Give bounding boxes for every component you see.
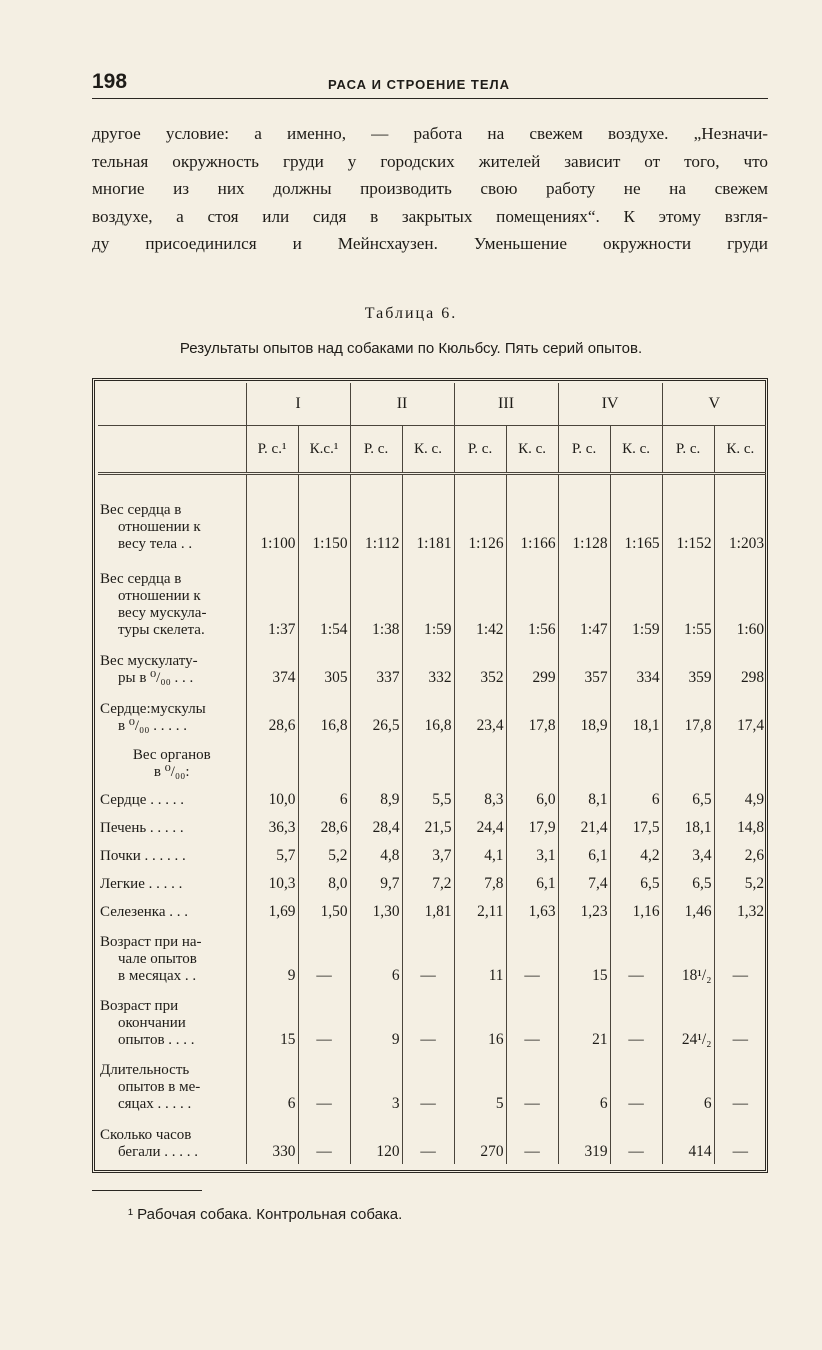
series-header: II: [350, 383, 454, 426]
column-subheader: К.с.¹: [298, 426, 350, 474]
table-cell: 14,8: [714, 812, 766, 840]
row-label-line: Сердце . . . . .: [100, 791, 184, 808]
table-cell: —: [610, 988, 662, 1052]
table-cell: 7,2: [402, 868, 454, 896]
table-cell: [662, 738, 714, 784]
table-cell: —: [402, 988, 454, 1052]
column-subheader: Р. с.: [558, 426, 610, 474]
table-cell: 374: [246, 642, 298, 690]
table-cell: 9,7: [350, 868, 402, 896]
table-cell: [558, 738, 610, 784]
table-row: [98, 556, 766, 642]
column-subheader: К. с.: [714, 426, 766, 474]
table-row: [98, 988, 766, 1052]
table-cell: 1:59: [402, 556, 454, 642]
table-cell: 359: [662, 642, 714, 690]
table-cell: 1:203: [714, 474, 766, 556]
table-cell: 414: [662, 1116, 714, 1164]
body-line: многие из них должны производить свою работу не на свежем: [92, 179, 768, 199]
column-subheader: Р. с.¹: [246, 426, 298, 474]
running-title: РАСА И СТРОЕНИЕ ТЕЛА: [328, 77, 511, 92]
table-row: [98, 784, 766, 812]
table-cell: [454, 738, 506, 784]
table-cell: 7,8: [454, 868, 506, 896]
table-cell: 9: [350, 988, 402, 1052]
table-cell: 1:126: [454, 474, 506, 556]
table-cell: 3: [350, 1052, 402, 1116]
row-label-line: Вес органов: [132, 746, 211, 763]
table-cell: 337: [350, 642, 402, 690]
table-cell: 120: [350, 1116, 402, 1164]
table-cell: [506, 738, 558, 784]
row-label: [98, 556, 246, 642]
table-cell: 1:38: [350, 556, 402, 642]
column-subheader: К. с.: [402, 426, 454, 474]
table-cell: 11: [454, 924, 506, 988]
table-cell: —: [298, 1116, 350, 1164]
table-cell: [246, 738, 298, 784]
table-cell: 5: [454, 1052, 506, 1116]
table-cell: 5,7: [246, 840, 298, 868]
table-cell: [714, 738, 766, 784]
body-line: другое условие: а именно, — работа на свежем воздухе. „Незначи-: [92, 124, 768, 143]
column-subheader: Р. с.: [454, 426, 506, 474]
column-subheader: Р. с.: [662, 426, 714, 474]
page-header: [92, 70, 768, 99]
table-cell: 21,5: [402, 812, 454, 840]
table-cell: 5,5: [402, 784, 454, 812]
table-cell: 6: [350, 924, 402, 988]
table-cell: 1:150: [298, 474, 350, 556]
row-label-line: опытов в ме-: [118, 1078, 201, 1095]
table-row: [98, 738, 766, 784]
row-label: [98, 868, 246, 896]
table-cell: 15: [558, 924, 610, 988]
series-header: IV: [558, 383, 662, 426]
table-cell: 8,9: [350, 784, 402, 812]
row-label-line: Селезенка . . .: [100, 903, 189, 920]
row-label: [98, 690, 246, 738]
table-cell: —: [714, 1116, 766, 1164]
row-label-line: бегали . . . . .: [118, 1143, 199, 1160]
row-label-line: в ⁰/₀₀:: [153, 763, 190, 780]
stub-subheader: [98, 426, 246, 474]
table-cell: 16,8: [298, 690, 350, 738]
table-cell: —: [402, 924, 454, 988]
table-cell: 1,46: [662, 896, 714, 924]
table-cell: 6,5: [610, 868, 662, 896]
table-cell: 1:100: [246, 474, 298, 556]
row-label-line: отношении к: [118, 587, 201, 604]
table-cell: 4,9: [714, 784, 766, 812]
table-cell: —: [506, 1052, 558, 1116]
series-header-row: [98, 383, 766, 426]
table-cell: 28,6: [246, 690, 298, 738]
table-cell: —: [298, 988, 350, 1052]
table-cell: 6: [298, 784, 350, 812]
table-cell: 299: [506, 642, 558, 690]
table-cell: 6: [246, 1052, 298, 1116]
table-cell: 1:59: [610, 556, 662, 642]
series-header: V: [662, 383, 766, 426]
table-cell: 21,4: [558, 812, 610, 840]
table-cell: 1:54: [298, 556, 350, 642]
row-label-line: опытов . . . .: [118, 1031, 195, 1048]
table-cell: 1:181: [402, 474, 454, 556]
table-row: [98, 690, 766, 738]
table-cell: 1,32: [714, 896, 766, 924]
table-cell: 1,23: [558, 896, 610, 924]
page-number: 198: [92, 70, 128, 93]
table-cell: 28,6: [298, 812, 350, 840]
table-cell: 23,4: [454, 690, 506, 738]
table-cell: 10,0: [246, 784, 298, 812]
row-label: [98, 988, 246, 1052]
table-cell: 330: [246, 1116, 298, 1164]
table-cell: 17,4: [714, 690, 766, 738]
row-label: [98, 738, 246, 784]
row-label-line: весу мускула-: [118, 604, 207, 621]
table-cell: 6: [610, 784, 662, 812]
table-cell: 1,30: [350, 896, 402, 924]
table-cell: 1:55: [662, 556, 714, 642]
table-cell: —: [610, 1052, 662, 1116]
table-cell: 1,69: [246, 896, 298, 924]
row-label: [98, 1052, 246, 1116]
table-cell: 1,50: [298, 896, 350, 924]
table-cell: 6: [558, 1052, 610, 1116]
table-cell: 3,1: [506, 840, 558, 868]
table-cell: —: [714, 924, 766, 988]
row-label: [98, 474, 246, 556]
row-label-line: чале опытов: [118, 950, 197, 967]
row-label-line: в ⁰/₀₀ . . . . .: [118, 717, 187, 734]
table-cell: 1:37: [246, 556, 298, 642]
row-label: [98, 896, 246, 924]
table-cell: 1:56: [506, 556, 558, 642]
table-cell: 1,16: [610, 896, 662, 924]
body-line: воздухе, а стоя или сидя в закрытых помещениях“. К этому взгля-: [92, 206, 768, 226]
table-cell: 6,1: [558, 840, 610, 868]
table-cell: 18,1: [610, 690, 662, 738]
table-row: [98, 868, 766, 896]
table-cell: —: [714, 988, 766, 1052]
table-cell: 1:47: [558, 556, 610, 642]
table-cell: —: [402, 1052, 454, 1116]
table-cell: 1:166: [506, 474, 558, 556]
table-cell: 1:165: [610, 474, 662, 556]
table-row: [98, 840, 766, 868]
table-cell: 298: [714, 642, 766, 690]
row-label-line: Печень . . . . .: [100, 819, 184, 836]
table-cell: [610, 738, 662, 784]
series-header: III: [454, 383, 558, 426]
table-cell: 305: [298, 642, 350, 690]
table-cell: 10,3: [246, 868, 298, 896]
table-cell: 5,2: [298, 840, 350, 868]
table-cell: [298, 738, 350, 784]
table-cell: 4,1: [454, 840, 506, 868]
table-cell: —: [610, 924, 662, 988]
row-label-line: Возраст при на-: [100, 933, 202, 950]
table-cell: —: [506, 988, 558, 1052]
table-cell: 18,9: [558, 690, 610, 738]
table-cell: 4,8: [350, 840, 402, 868]
body-line: тельная окружность груди у городских жителей зависит от того, что: [92, 151, 768, 171]
table-cell: 319: [558, 1116, 610, 1164]
row-label-line: туры скелета.: [118, 621, 205, 638]
table-cell: 270: [454, 1116, 506, 1164]
row-label-line: Возраст при: [100, 997, 179, 1014]
table-cell: 4,2: [610, 840, 662, 868]
table-cell: —: [506, 1116, 558, 1164]
results-table: [98, 383, 766, 1164]
table-row: [98, 642, 766, 690]
table-cell: [402, 738, 454, 784]
table-cell: 28,4: [350, 812, 402, 840]
table-cell: 18,1: [662, 812, 714, 840]
footnote-rule: [92, 1190, 202, 1191]
row-label: [98, 642, 246, 690]
table-cell: 15: [246, 988, 298, 1052]
table-cell: [350, 738, 402, 784]
row-label: [98, 1116, 246, 1164]
table-cell: 17,8: [662, 690, 714, 738]
table-cell: —: [402, 1116, 454, 1164]
row-label: [98, 784, 246, 812]
table-row: [98, 1116, 766, 1164]
table-cell: 8,1: [558, 784, 610, 812]
table-cell: 332: [402, 642, 454, 690]
table-cell: 6,5: [662, 784, 714, 812]
table-cell: 2,11: [454, 896, 506, 924]
table-cell: 8,3: [454, 784, 506, 812]
row-label-line: Сколько часов: [100, 1126, 192, 1143]
column-subheader: Р. с.: [350, 426, 402, 474]
table-cell: 1:42: [454, 556, 506, 642]
row-label-line: Почки . . . . . .: [100, 847, 186, 864]
row-label-line: весу тела . .: [118, 535, 193, 552]
column-subheader: К. с.: [610, 426, 662, 474]
table-cell: —: [714, 1052, 766, 1116]
body-line: ду присоединился и Мейнсхаузен. Уменьшение окружности груди: [92, 234, 768, 254]
table-cell: 6,1: [506, 868, 558, 896]
table-cell: 36,3: [246, 812, 298, 840]
row-label-line: отношении к: [118, 518, 201, 535]
table-cell: 1:60: [714, 556, 766, 642]
series-header: I: [246, 383, 350, 426]
table-cell: 24¹/₂: [662, 988, 714, 1052]
table-cell: 17,9: [506, 812, 558, 840]
row-label: [98, 812, 246, 840]
row-label: [98, 924, 246, 988]
table-cell: 24,4: [454, 812, 506, 840]
table-cell: 16,8: [402, 690, 454, 738]
table-caption: Результаты опытов над собаками по Кюльбсу. Пять серий опытов.: [179, 340, 643, 357]
table-cell: 6,0: [506, 784, 558, 812]
row-label: [98, 840, 246, 868]
table-cell: —: [298, 1052, 350, 1116]
table-body: [98, 474, 766, 1164]
table-cell: 3,4: [662, 840, 714, 868]
row-label-line: сяцах . . . . .: [118, 1095, 192, 1112]
table-row: [98, 812, 766, 840]
table-cell: 334: [610, 642, 662, 690]
subheader-row: [98, 426, 766, 474]
table-cell: 6,5: [662, 868, 714, 896]
table-cell: 16: [454, 988, 506, 1052]
table-cell: —: [298, 924, 350, 988]
table-cell: 1:128: [558, 474, 610, 556]
table-cell: 357: [558, 642, 610, 690]
table-cell: 3,7: [402, 840, 454, 868]
row-label-line: окончании: [118, 1014, 186, 1031]
table-cell: 8,0: [298, 868, 350, 896]
table-cell: —: [610, 1116, 662, 1164]
table-cell: 1:112: [350, 474, 402, 556]
table-cell: 1,81: [402, 896, 454, 924]
row-label-line: в месяцах . .: [118, 967, 197, 984]
row-label-line: Вес мускулату-: [100, 652, 198, 669]
column-subheader: К. с.: [506, 426, 558, 474]
table-cell: 352: [454, 642, 506, 690]
row-label-line: Вес сердца в: [100, 570, 182, 587]
table-cell: 17,8: [506, 690, 558, 738]
table-cell: 7,4: [558, 868, 610, 896]
table-cell: 6: [662, 1052, 714, 1116]
body-paragraph: [92, 120, 768, 258]
stub-header: [98, 383, 246, 426]
table-row: [98, 474, 766, 556]
table-cell: 1:152: [662, 474, 714, 556]
table-cell: 5,2: [714, 868, 766, 896]
row-label-line: Вес сердца в: [100, 501, 182, 518]
table-row: [98, 896, 766, 924]
table-row: [98, 924, 766, 988]
table-cell: —: [506, 924, 558, 988]
footnote: ¹ Рабочая собака. Контрольная собака.: [128, 1206, 403, 1223]
table-cell: 18¹/₂: [662, 924, 714, 988]
table-cell: 1,63: [506, 896, 558, 924]
row-label-line: ры в ⁰/₀₀ . . .: [118, 669, 194, 686]
table-cell: 2,6: [714, 840, 766, 868]
row-label-line: Сердце:мускулы: [100, 700, 206, 717]
table-row: [98, 1052, 766, 1116]
table-cell: 21: [558, 988, 610, 1052]
table-cell: 26,5: [350, 690, 402, 738]
row-label-line: Длительность: [100, 1061, 190, 1078]
row-label-line: Легкие . . . . .: [100, 875, 183, 892]
table-cell: 9: [246, 924, 298, 988]
table-title: Таблица 6.: [364, 305, 458, 322]
table-cell: 17,5: [610, 812, 662, 840]
